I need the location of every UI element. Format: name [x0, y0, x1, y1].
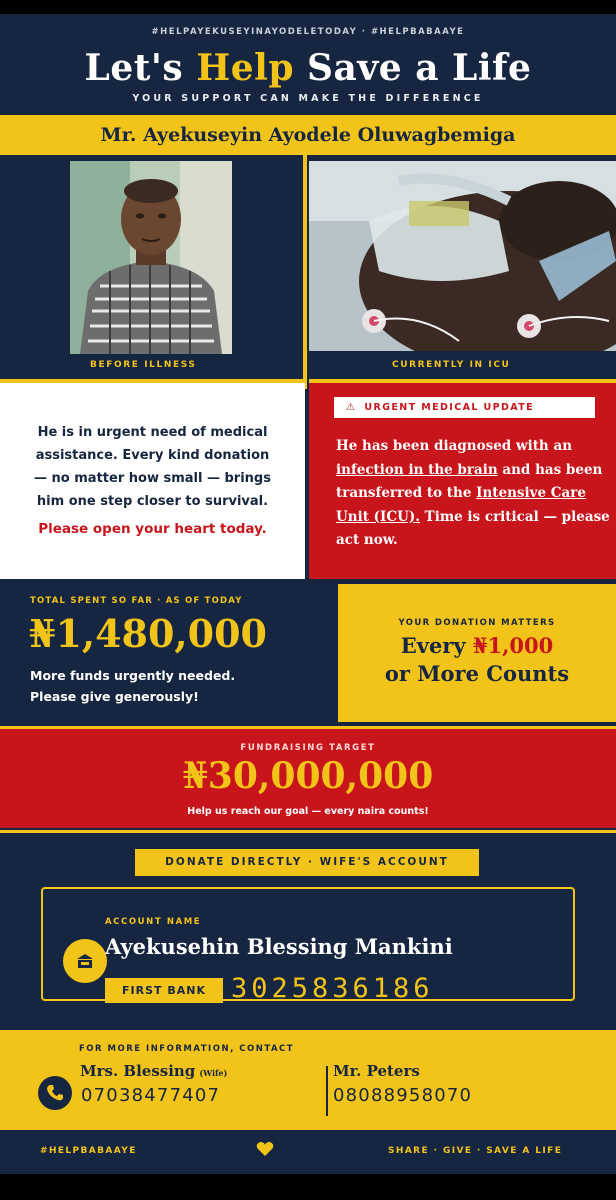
diagnosis-text: infection in the brain: [336, 461, 498, 478]
before-illness-caption: BEFORE ILLNESS: [90, 360, 197, 370]
icu-text: Intensive Care Unit (ICU).: [336, 485, 586, 525]
contact-divider: [326, 1066, 328, 1116]
bank-icon: [63, 939, 107, 983]
contact-label: FOR MORE INFORMATION, CONTACT: [79, 1044, 295, 1054]
icu-caption: CURRENTLY IN ICU: [392, 360, 511, 370]
phone-icon: [38, 1076, 72, 1110]
headline-prefix: Let's: [84, 47, 197, 89]
photo-divider: [303, 155, 307, 389]
matters-line-2: or More Counts: [384, 661, 570, 686]
update-text: and has been transferred to the: [336, 461, 603, 501]
contact-1-phone[interactable]: 07038477407: [81, 1085, 221, 1106]
account-name: Ayekusehin Blessing Mankini: [105, 934, 453, 959]
note-line: More funds urgently needed.: [30, 668, 236, 683]
before-illness-photo: [70, 161, 232, 354]
update-text: Time is critical — please act now.: [336, 508, 610, 548]
contact-2-name: Mr. Peters: [333, 1062, 420, 1080]
donation-matters-panel: [338, 584, 616, 722]
account-details-card: [41, 887, 575, 1004]
account-number: 3025836186: [231, 973, 434, 1004]
heart-icon: [256, 1141, 274, 1161]
headline: [0, 47, 616, 89]
flyer: [0, 14, 616, 1174]
headline-suffix: Save a Life: [293, 47, 532, 89]
appeal-panel: [0, 379, 305, 579]
donation-matters-label: YOUR DONATION MATTERS: [398, 618, 556, 628]
divider: [0, 830, 616, 833]
total-spent-amount: ₦1,480,000: [29, 611, 267, 656]
appeal-line: assistance. Every kind donation: [35, 448, 270, 463]
bank-name: FIRST BANK: [105, 978, 223, 1003]
target-note: Help us reach our goal — every naira counts!: [187, 806, 429, 817]
fundraising-target-panel: [0, 726, 616, 828]
warning-icon: ⚠: [346, 402, 357, 413]
urgent-update-panel: [309, 379, 616, 579]
target-label: FUNDRAISING TARGET: [240, 743, 376, 753]
subheading: YOUR SUPPORT CAN MAKE THE DIFFERENCE: [132, 93, 484, 104]
contact-1-role: (Wife): [199, 1068, 228, 1078]
matters-line-1: [338, 632, 616, 660]
note-line: Please give generously!: [30, 689, 199, 704]
donate-heading: DONATE DIRECTLY · WIFE'S ACCOUNT: [135, 849, 479, 876]
footer-hashtag: #HELPBABAAYE: [40, 1146, 137, 1156]
total-spent-note: [30, 665, 235, 707]
appeal-line: He is in urgent need of medical: [37, 425, 268, 440]
contact-section: [0, 1030, 616, 1130]
total-spent-label: TOTAL SPENT SO FAR · AS OF TODAY: [30, 596, 243, 606]
matters-amount: ₦1,000: [472, 633, 554, 658]
footer: [0, 1130, 616, 1174]
appeal-call: Please open your heart today.: [38, 521, 267, 537]
header: [0, 14, 616, 114]
footer-tagline: SHARE · GIVE · SAVE A LIFE: [388, 1146, 563, 1156]
urgent-update-badge: [334, 397, 595, 418]
patient-name: Mr. Ayekuseyin Ayodele Oluwagbemiga: [0, 115, 616, 155]
contact-1-name: [80, 1062, 227, 1080]
update-text: He has been diagnosed with an: [336, 438, 573, 454]
total-spent-panel: [0, 584, 338, 720]
matters-prefix: Every: [400, 633, 473, 658]
account-name-label: ACCOUNT NAME: [105, 917, 202, 927]
urgent-update-label: URGENT MEDICAL UPDATE: [364, 402, 535, 413]
headline-highlight: Help: [196, 47, 294, 89]
contact-1-name-text: Mrs. Blessing: [80, 1062, 196, 1080]
urgent-update-text: [336, 435, 611, 553]
appeal-line: him one step closer to survival.: [36, 494, 269, 509]
target-amount: ₦30,000,000: [182, 755, 434, 797]
contact-2-phone[interactable]: 08088958070: [333, 1085, 473, 1106]
hashtags: #HELPAYEKUSEYINAYODELETODAY · #HELPBABAAYE: [151, 27, 465, 37]
appeal-text: [0, 421, 305, 513]
donation-matters-message: [338, 632, 616, 688]
icu-photo: [309, 161, 616, 351]
appeal-line: — no matter how small — brings: [34, 471, 271, 486]
